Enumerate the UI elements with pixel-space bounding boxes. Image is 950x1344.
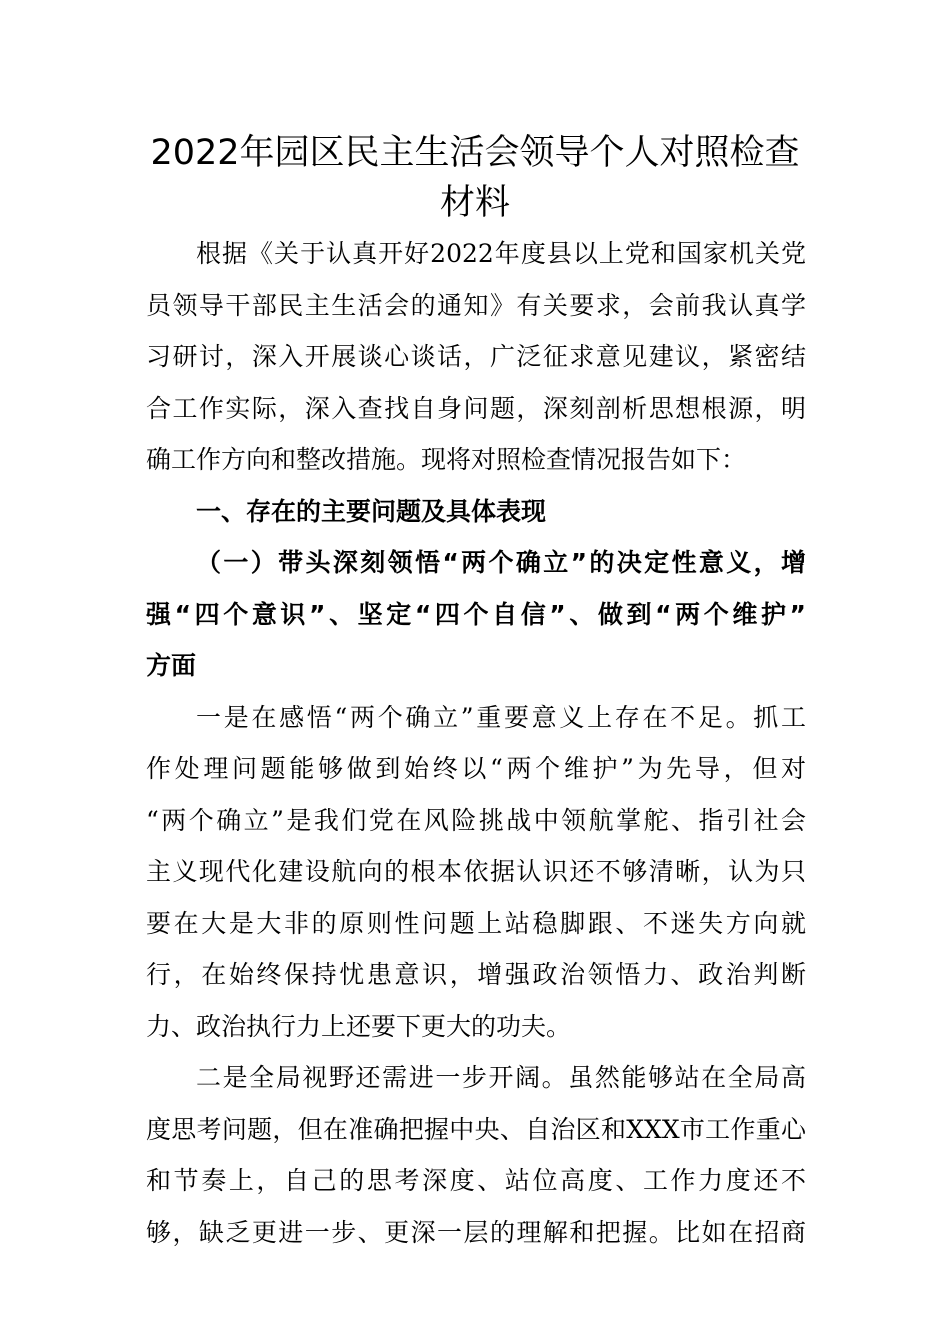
paragraph-2-line: 度思考问题，但在准确把握中央、自治区和XXX市工作重心 (146, 1115, 806, 1144)
subsection-heading-line: （一）带头深刻领悟“两个确立”的决定性意义，增 (196, 548, 806, 577)
paragraph-2-line: 够，缺乏更进一步、更深一层的理解和把握。比如在招商 (146, 1218, 806, 1247)
subsection-heading-line: 强“四个意识”、坚定“四个自信”、做到“两个维护” (146, 600, 806, 629)
paragraph-1-line: 要在大是大非的原则性问题上站稳脚跟、不迷失方向就 (146, 909, 806, 938)
intro-line: 习研讨，深入开展谈心谈话，广泛征求意见建议，紧密结 (146, 342, 806, 371)
intro-line: 合工作实际，深入查找自身问题，深刻剖析思想根源，明 (146, 394, 806, 423)
intro-line: 员领导干部民主生活会的通知》有关要求，会前我认真学 (146, 291, 806, 320)
paragraph-2-line: 和节奏上，自己的思考深度、站位高度、工作力度还不 (146, 1166, 806, 1195)
section-heading: 一、存在的主要问题及具体表现 (196, 497, 547, 526)
subsection-heading-line: 方面 (146, 651, 197, 680)
paragraph-1-line: 作处理问题能够做到始终以“两个维护”为先导，但对 (146, 754, 806, 783)
intro-line: 根据《关于认真开好2022年度县以上党和国家机关党 (196, 239, 806, 268)
paragraph-1-line: 一是在感悟“两个确立”重要意义上存在不足。抓工 (196, 703, 806, 732)
paragraph-2-line: 二是全局视野还需进一步开阔。虽然能够站在全局高 (196, 1063, 806, 1092)
paragraph-1-line: 主义现代化建设航向的根本依据认识还不够清晰，认为只 (146, 857, 806, 886)
document-title-line-2: 材料 (439, 183, 510, 223)
paragraph-1-line: “两个确立”是我们党在风险挑战中领航掌舵、指引社会 (146, 806, 806, 835)
document-title-line-1: 2022年园区民主生活会领导个人对照检查 (150, 133, 800, 173)
intro-line: 确工作方向和整改措施。现将对照检查情况报告如下： (146, 445, 747, 474)
paragraph-1-line: 力、政治执行力上还要下更大的功夫。 (146, 1012, 572, 1041)
paragraph-1-line: 行，在始终保持忧患意识，增强政治领悟力、政治判断 (146, 960, 806, 989)
